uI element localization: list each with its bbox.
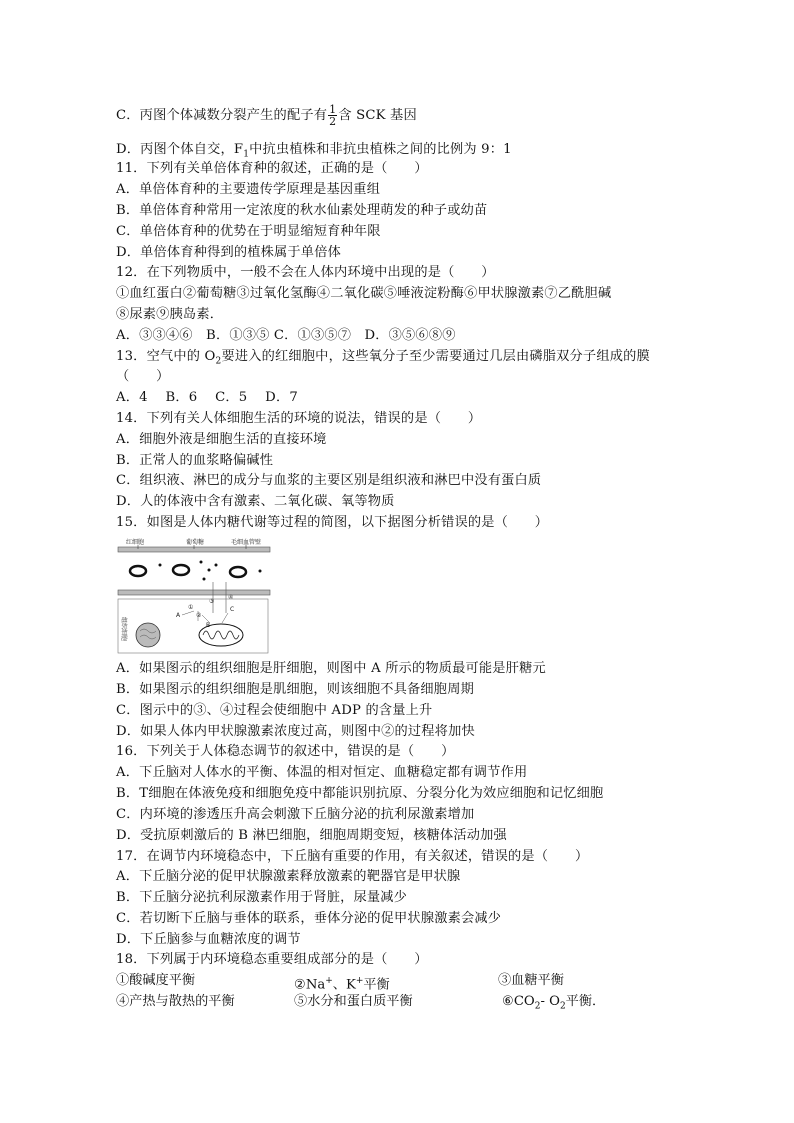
label-step-3: ③ [209,598,215,605]
q17-option-a: A．下丘脑分泌的促甲状腺激素释放激素的靶器官是甲状腺 [116,869,461,884]
q18-item-2 [294,972,390,994]
q18-item-3: ③血糖平衡 [498,973,564,988]
q16-option-b: B．T细胞在体液免疫和细胞免疫中都能识别抗原、分裂分化为效应细胞和记忆细胞 [116,786,604,801]
q18-i2-b: 、K [332,977,356,993]
label-glucose: 葡萄糖 [186,539,205,546]
fraction [328,104,337,127]
q12-items-1: ①血红蛋白②葡萄糖③过氧化氢酶④二氧化碳⑤唾液淀粉酶⑥甲状腺激素⑦乙酰胆碱 [116,286,612,301]
q17-option-c: C．若切断下丘脑与垂体的联系，垂体分泌的促甲状腺激素会减少 [116,911,502,926]
q14-option-a: A．细胞外液是细胞生活的直接环境 [116,432,327,447]
q18-stem: 18．下列属于内环境稳态重要组成部分的是（ ） [116,952,428,967]
red-blood-cell-1 [130,566,146,576]
q11-option-b: B．单倍体育种常用一定浓度的秋水仙素处理萌发的种子或幼苗 [116,203,488,218]
figure-svg [116,535,272,655]
q18-i6-sub2: 2 [559,1001,566,1012]
q18-i6-b: - O [540,994,560,1009]
q13-stem [116,348,650,371]
label-rbc: 红细胞 [126,539,145,546]
q17-option-d: D．下丘脑参与血糖浓度的调节 [116,932,301,947]
nucleus [136,623,160,647]
q15-stem: 15．如图是人体内糖代谢等过程的简图，以下据图分析错误的是（ ） [116,515,549,530]
q18-i6-a: ⑥CO [502,994,535,1009]
label-tissue-cell: 组织细胞 [120,617,127,642]
label-c: C [230,606,235,613]
q13-stem-cont: （ ） [116,369,170,384]
q18-item-1: ①酸碱度平衡 [116,973,196,988]
red-blood-cell-2 [173,565,189,575]
q18-i2-sup1: + [325,976,333,986]
q13-options: A．4 B．6 C．5 D．7 [116,390,298,405]
q10-d-text: D．丙图个体自交，F [116,142,244,157]
q15-option-c: C．图示中的③、④过程会使细胞中 ADP 的含量上升 [116,703,433,718]
frac-den: 2 [329,115,337,128]
q14-option-c: C．组织液、淋巴的成分与血浆的主要区别是组织液和淋巴中没有蛋白质 [116,473,542,488]
q18-i6-sub: 2 [534,1001,541,1012]
q10-option-c [116,104,417,127]
q10-d-tail: 中抗虫植株和非抗虫植株之间的比例为 9：1 [249,142,512,157]
label-2: ② [196,612,202,619]
q18-i2-a: ②Na [294,977,326,993]
q11-stem: 11．下列有关单倍体育种的叙述，正确的是（ ） [116,161,428,176]
q14-stem: 14．下列有关人体细胞生活的环境的说法，错误的是（ ） [116,411,482,426]
q17-stem: 17．在调节内环境稳态中，下丘脑有重要的作用，有关叙述，错误的是（ ） [116,849,589,864]
q16-option-d: D．受抗原刺激后的 B 淋巴细胞，细胞周期变短，核糖体活动加强 [116,828,507,843]
q18-item-5: ⑤水分和蛋白质平衡 [294,994,413,1009]
label-step-4: ④ [228,594,234,601]
q18-i2-sup2: + [355,976,364,986]
q16-option-a: A．下丘脑对人体水的平衡、体温的相对恒定、血糖稳定都有调节作用 [116,765,528,780]
q11-option-a: A．单倍体育种的主要遗传学原理是基因重组 [116,182,381,197]
q18-i2-c: 平衡 [363,977,390,993]
q13-sub: 2 [215,356,222,367]
q15-option-a: A．如果图示的组织细胞是肝细胞，则图中 A 所示的物质最可能是肝糖元 [116,661,546,676]
q13-stem-b: 要进入的红细胞中，这些氧分子至少需要通过几层由磷脂双分子组成的膜 [221,349,650,364]
label-a: A [176,612,181,619]
q14-option-d: D．人的体液中含有激素、二氧化碳、氧等物质 [116,494,395,509]
q16-option-c: C．内环境的渗透压升高会刺激下丘脑分泌的抗利尿激素增加 [116,807,475,822]
q18-i6-c: 平衡． [565,994,606,1009]
q12-items-2: ⑧尿素⑨胰岛素． [116,307,224,322]
q15-option-b: B．如果图示的组织细胞是肌细胞，则该细胞不具备细胞周期 [116,682,474,697]
red-blood-cell-3 [230,567,246,577]
q15-option-d: D．如果人体内甲状腺激素浓度过高，则图中②的过程将加快 [116,724,475,739]
q14-option-b: B．正常人的血浆略偏碱性 [116,453,274,468]
q12-stem: 12．在下列物质中，一般不会在人体内环境中出现的是（ ） [116,265,495,280]
q16-stem: 16．下列关于人体稳态调节的叙述中，错误的是（ ） [116,744,455,759]
frac-num: 1 [329,103,337,116]
label-b: B [206,622,211,629]
q11-option-c: C．单倍体育种的优势在于明显缩短育种年限 [116,224,381,239]
q13-stem-a: 13．空气中的 O [116,349,216,364]
sugar-metabolism-figure [116,535,272,655]
q17-option-b: B．下丘脑分泌抗利尿激素作用于肾脏，尿量减少 [116,890,408,905]
q11-option-d: D．单倍体育种得到的植株属于单倍体 [116,245,341,260]
q18-item-6 [502,993,605,1016]
label-1: ① [188,604,194,611]
q12-options: A．③③④⑥ B．①③⑤ C．①③⑤⑦ D．③⑤⑥⑧⑨ [116,328,456,343]
q10-c-tail: 含 SCK 基因 [338,108,417,123]
q10-d-sub: 1 [243,149,250,160]
q10-c-text: C．丙图个体减数分裂产生的配子有 [116,108,328,123]
label-capillary: 毛细血管壁 [231,539,262,546]
q18-item-4: ④产热与散热的平衡 [116,994,235,1009]
